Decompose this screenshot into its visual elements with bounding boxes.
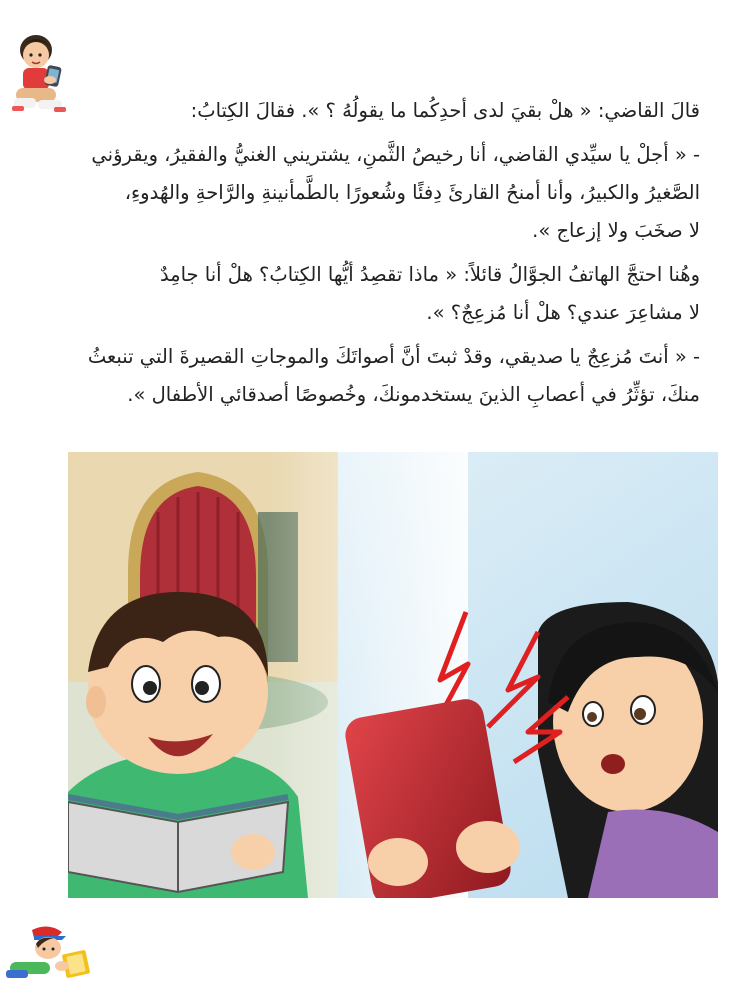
phone-protest-line-1: وهُنا احتجَّ الهاتفُ الجوَّالُ قائلاً: « ماذا تقصِدُ أيُّها الكِتابُ؟ هلْ أنا جامِدٌ (159, 263, 700, 286)
story-text (60, 92, 700, 414)
book-answer-line-1: - « أنتَ مُزعِجٌ يا صديقي، وقدْ ثبتَ أنَّ أصواتَكَ والموجاتِ القصيرةَ التي تنبعثُ (87, 345, 700, 368)
book-reply-line-3: لا صخَبَ ولا إزعاج ». (532, 219, 700, 242)
child-reading-icon (4, 922, 96, 984)
intro-line: قالَ القاضي: « هلْ بقيَ لدى أحدِكُما ما يقولُهُ ؟ ». فقالَ الكِتابُ: (190, 99, 700, 122)
book-answer-line-2: منكَ، تؤثِّرُ في أعصابِ الذينَ يستخدمونكَ، وخُصوصًا أصدقائي الأطفال ». (127, 383, 700, 406)
story-illustration (68, 452, 718, 898)
book-reply-line-2: الصَّغيرُ والكبيرُ، وأنا أمنحُ القارئَ دِفئًا وشُعورًا بالطَّمأنينةِ والرَّاحةِ والهُدوءِ، (124, 181, 700, 204)
book-answer (60, 338, 700, 414)
phone-protest (60, 256, 700, 332)
book-reply-line-1: - « أجلْ يا سيِّدي القاضي، أنا رخيصُ الثَّمنِ، يشتريني الغنيُّ والفقيرُ، ويقرؤني (91, 143, 700, 166)
book-reply (60, 136, 700, 250)
phone-protest-line-2: لا مشاعِرَ عندي؟ هلْ أنا مُزعِجٌ؟ ». (426, 301, 700, 324)
